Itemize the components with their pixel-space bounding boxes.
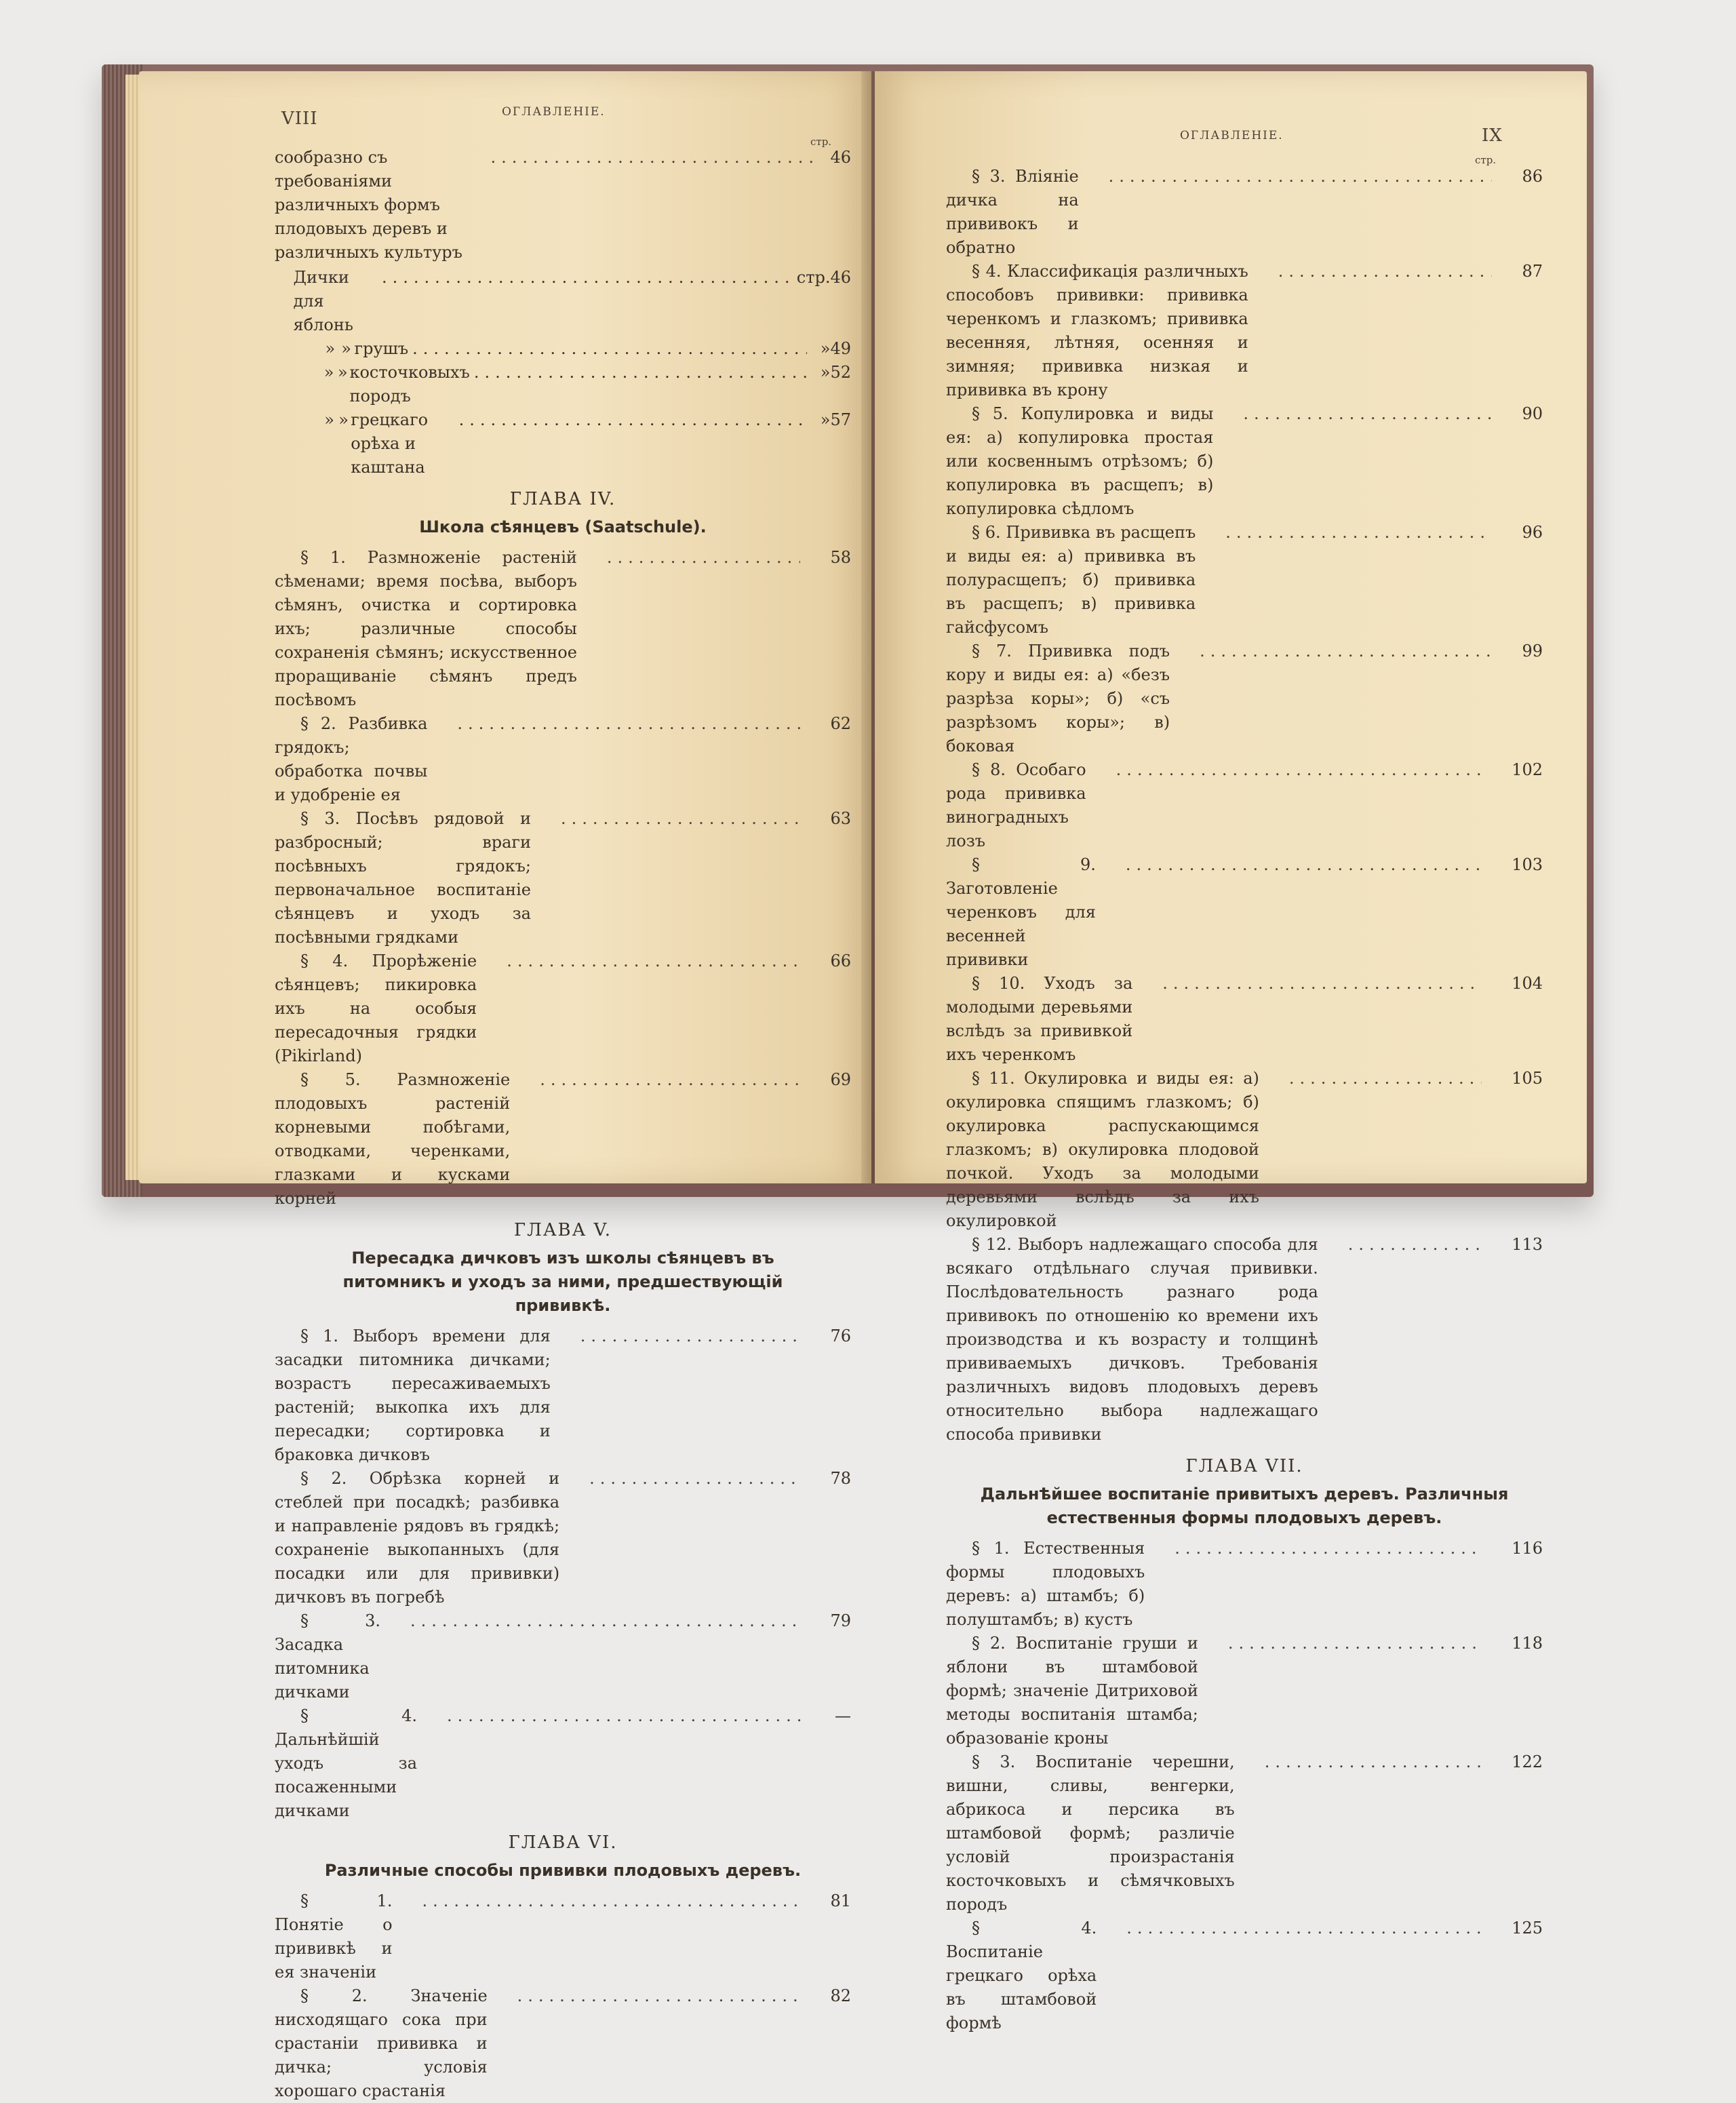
stock-name: косточковыхъ породъ <box>349 363 470 406</box>
toc-entry <box>946 260 1543 402</box>
toc-entry-page: 86 <box>1522 167 1543 186</box>
chapter-title: Различные способы прививки плодовыхъ деревъ. <box>324 1861 802 1880</box>
page-column-label-left: стр. <box>810 136 832 148</box>
toc-entry-continuation <box>275 146 851 264</box>
toc-entry-page: 62 <box>830 714 851 733</box>
stock-page: 52 <box>830 363 851 382</box>
chapter-heading: ГЛАВА VII. <box>1185 1456 1303 1476</box>
toc-entry <box>275 1889 851 1984</box>
stock-name: грушъ <box>354 339 409 358</box>
toc-entry <box>946 521 1543 640</box>
right-page <box>875 71 1587 2032</box>
ditto-mark: » <box>324 410 334 429</box>
toc-entry-text: § 4. Воспитаніе грецкаго орѣха въ штамбовой формѣ <box>946 1919 1097 2032</box>
toc-entry-page: 79 <box>830 1611 851 1630</box>
toc-entry <box>946 402 1543 521</box>
chapter-heading: ГЛАВА VI. <box>508 1832 618 1853</box>
toc-entry-page: 66 <box>830 951 851 970</box>
toc-entry-page: 118 <box>1512 1634 1543 1653</box>
toc-entry-page: 113 <box>1512 1235 1543 1254</box>
toc-entry <box>946 1632 1543 1750</box>
toc-entry-page: 69 <box>830 1070 851 1089</box>
stock-unit: » <box>820 363 831 382</box>
toc-entry <box>946 1750 1543 1917</box>
stock-name: грецкаго орѣха и каштана <box>351 410 429 477</box>
toc-entry <box>275 1984 851 2103</box>
stock-list <box>275 266 851 479</box>
toc-entry <box>946 1233 1543 1447</box>
ditto-mark: » <box>323 363 334 382</box>
toc-entry-text: § 4. Классификація различныхъ способовъ прививки: прививка черенкомъ и глазкомъ; прививка весенняя, лѣтняя, осенняя и зимняя; прививка низкая и прививка въ крону <box>946 262 1248 399</box>
toc-entry-text: § 3. Засадка питомника дичками <box>275 1611 380 1702</box>
toc-entry <box>275 949 851 1068</box>
toc-entry <box>275 1068 851 1211</box>
toc-entry-text: § 10. Уходъ за молодыми деревьями вслѣдъ за прививкой ихъ черенкомъ <box>946 974 1133 1064</box>
toc-entry-page: 82 <box>830 1986 851 2005</box>
toc-entry-text: § 1. Выборъ времени для засадки питомника дичками; возрастъ пересаживаемыхъ растеній; выкопка ихъ для пересадки; сортировка и браковка дичковъ <box>275 1326 551 1464</box>
toc-entry-text: § 8. Особаго рода прививка виноградныхъ лозъ <box>946 760 1086 850</box>
toc-entry-page: 78 <box>830 1469 851 1488</box>
chapter-heading: ГЛАВА V. <box>513 1220 612 1240</box>
toc-entry-page: 96 <box>1522 523 1543 542</box>
toc-entry-page: 116 <box>1512 1539 1543 1558</box>
chapter-title: Пересадка дичковъ изъ школы сѣянцевъ въ питомникъ и уходъ за ними, предшествующій прививкѣ. <box>342 1249 783 1315</box>
stock-unit: » <box>820 339 831 358</box>
stock-page: 46 <box>830 268 852 287</box>
toc-entry <box>275 1467 851 1609</box>
stock-row <box>322 337 851 361</box>
ditto-mark: » <box>338 410 349 429</box>
toc-entry-text: § 5. Размноженіе плодовыхъ растеній корневыми побѣгами, отводками, черенками, глазками и кусками корней <box>275 1070 511 1208</box>
chapter-title: Дальнѣйшее воспитаніе привитыхъ деревъ. Различныя естественныя формы плодовыхъ деревъ. <box>980 1485 1509 1527</box>
toc-entry-text: § 2. Разбивка грядокъ; обработка почвы и удобреніе ея <box>275 714 428 804</box>
ditto-mark: » <box>341 339 351 358</box>
toc-entry-text: § 2. Значеніе нисходящаго сока при срастаніи прививка и дичка; условія хорошаго срастанія <box>275 1986 488 2100</box>
toc-entry <box>946 165 1543 260</box>
toc-entry-page: — <box>835 1706 851 1725</box>
stock-name: Дички для яблонь <box>293 268 353 334</box>
chapter-title: Школа сѣянцевъ (Saatschule). <box>419 517 707 536</box>
running-head-left: ОГЛАВЛЕНІЕ. <box>502 105 606 119</box>
toc-entry-page: 90 <box>1522 404 1543 423</box>
toc-entry-page: 125 <box>1512 1919 1543 1938</box>
toc-entry <box>275 1324 851 1467</box>
toc-entry-text: § 1. Понятіе о прививкѣ и ея значеніи <box>275 1891 393 1982</box>
toc-entry-text: сообразно съ требованіями различныхъ формъ плодовыхъ деревъ и различныхъ культуръ <box>275 148 462 262</box>
toc-entry-page: 87 <box>1522 262 1543 281</box>
toc-entry <box>946 1917 1543 2035</box>
toc-left <box>275 146 851 2103</box>
toc-entry-page: 102 <box>1512 760 1543 779</box>
page-number-left: VIII <box>281 109 318 129</box>
chapter-heading: ГЛАВА IV. <box>509 489 616 509</box>
ditto-mark: » <box>325 339 336 358</box>
toc-entry <box>275 712 851 807</box>
page-number-right: IX <box>1482 125 1503 146</box>
toc-entry-page: 76 <box>830 1326 851 1345</box>
toc-entry-page: 104 <box>1512 974 1543 993</box>
toc-entry <box>946 640 1543 758</box>
ditto-mark: » <box>338 363 348 382</box>
toc-entry-text: § 1. Естественныя формы плодовыхъ деревъ: а) штамбъ; б) полуштамбъ; в) кустъ <box>946 1539 1145 1629</box>
toc-entry <box>946 853 1543 972</box>
toc-entry <box>275 1704 851 1823</box>
toc-entry-page: 46 <box>830 148 851 167</box>
running-head-right: ОГЛАВЛЕНІЕ. <box>1180 129 1284 142</box>
toc-entry-text: § 3. Посѣвъ рядовой и разбросный; враги посѣвныхъ грядокъ; первоначальное воспитаніе сѣянцевъ и уходъ за посѣвными грядками <box>275 809 531 947</box>
toc-entry <box>275 807 851 949</box>
toc-entry <box>946 1067 1543 1233</box>
toc-entry-page: 105 <box>1512 1069 1543 1088</box>
toc-entry-text: § 2. Воспитаніе груши и яблони въ штамбовой формѣ; значеніе Дитриховой методы воспитанія штамба; образованіе кроны <box>946 1634 1198 1748</box>
toc-entry-text: § 2. Обрѣзка корней и стеблей при посадкѣ; разбивка и направленіе рядовъ въ грядкѣ; сохраненіе выкопанныхъ (для посадки или для прививки) дичковъ въ погребѣ <box>275 1469 560 1607</box>
toc-entry <box>946 1537 1543 1632</box>
toc-entry-text: § 12. Выборъ надлежащаго способа для всякаго отдѣльнаго случая прививки. Послѣдовательность разнаго рода прививокъ по отношенію ко времени ихъ производства и къ возрасту и толщинѣ прививаемыхъ дичковъ. Требованія различныхъ видовъ плодовыхъ деревъ относительно выбора надлежащаго способа прививки <box>946 1235 1318 1444</box>
toc-entry-page: 63 <box>830 809 851 828</box>
toc-entry-page: 103 <box>1512 855 1543 874</box>
stock-row <box>322 408 851 479</box>
toc-entry <box>946 972 1543 1067</box>
toc-entry-page: 81 <box>830 1891 851 1910</box>
page-column-label-right: стр. <box>1475 154 1497 166</box>
toc-entry-text: § 5. Копулировка и виды ея: а) копулировка простая или косвеннымъ отрѣзомъ; б) копулировка въ расщепъ; в) копулировка сѣдломъ <box>946 404 1214 518</box>
toc-entry-page: 122 <box>1512 1752 1543 1771</box>
stock-unit: » <box>820 410 831 429</box>
stock-row <box>322 361 851 408</box>
toc-entry <box>946 758 1543 853</box>
toc-entry-text: § 3. Вліяніе дичка на прививокъ и обратно <box>946 167 1079 257</box>
toc-entry-page: 99 <box>1522 642 1543 661</box>
stock-unit: стр. <box>796 268 831 287</box>
toc-entry-text: § 11. Окулировка и виды ея: а) окулировка спящимъ глазкомъ; б) окулировка распускающимся глазкомъ; в) окулировка плодовой почкой. Уходъ за молодыми деревьями вслѣдъ за ихъ окулировкой <box>946 1069 1259 1230</box>
toc-entry <box>275 546 851 712</box>
toc-right <box>946 165 1543 2035</box>
toc-entry-text: § 4. Прорѣженіе сѣянцевъ; пикировка ихъ на особыя пересадочныя грядки (Pikirland) <box>275 951 477 1065</box>
toc-entry-text: § 9. Заготовленіе черенковъ для весенней прививки <box>946 855 1096 969</box>
toc-entry-text: § 4. Дальнѣйшій уходъ за посаженными дичками <box>275 1706 418 1820</box>
toc-entry-text: § 1. Размноженіе растеній сѣменами; время посѣва, выборъ сѣмянъ, очистка и сортировка ихъ; различные способы сохраненія сѣмянъ; искусственное проращиваніе сѣмянъ предъ посѣвомъ <box>275 548 577 709</box>
toc-entry-text: § 6. Прививка въ расщепъ и виды ея: а) прививка въ полурасщепъ; б) прививка въ расщепъ; в) прививка гайсфусомъ <box>946 523 1196 637</box>
stock-page: 49 <box>830 339 851 358</box>
toc-entry <box>275 1609 851 1704</box>
toc-entry-text: § 7. Прививка подъ кору и виды ея: а) «безъ разрѣза коры»; б) «съ разрѣзомъ коры»; в) боковая <box>946 642 1170 755</box>
stock-page: 57 <box>830 410 851 429</box>
toc-entry-page: 58 <box>830 548 851 567</box>
stock-row <box>293 266 852 337</box>
left-page <box>139 71 871 2100</box>
toc-entry-text: § 3. Воспитаніе черешни, вишни, сливы, венгерки, абрикоса и персика въ штамбовой формѣ; различіе условій произрастанія косточковыхъ и сѣмячковыхъ породъ <box>946 1752 1235 1914</box>
